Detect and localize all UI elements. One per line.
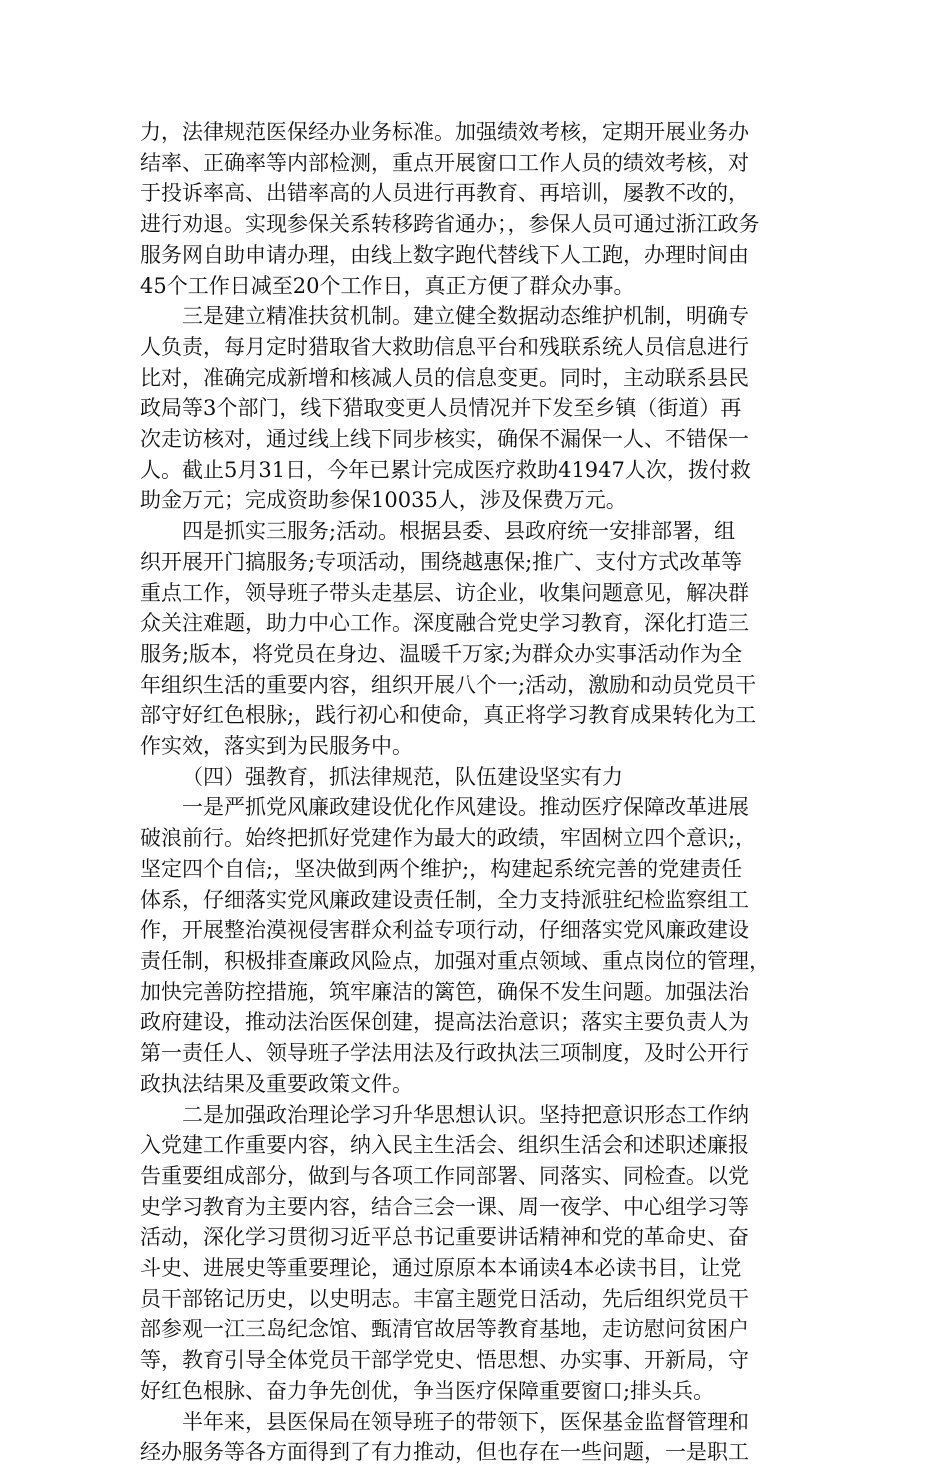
text-line: 告重要组成部分，做到与各项工作同部署、同落实、同检查。以党	[140, 1163, 749, 1188]
text-line: 四是抓实三服务;活动。根据县委、县政府统一安排部署，组	[182, 519, 736, 544]
text-line: 二是加强政治理论学习升华思想认识。坚持把意识形态工作纳	[182, 1102, 749, 1127]
text-line: 部守好红色根脉;，践行初心和使命，真正将学习教育成果转化为工	[140, 703, 757, 728]
text-line: 政局等3个部门，线下猎取变更人员情况并下发至乡镇（街道）再	[140, 396, 742, 421]
text-line: 服务网自助申请办理，由线上数字跑代替线下人工跑，办理时间由	[140, 242, 749, 267]
text-line: 年组织生活的重要内容，组织开展八个一;活动，激励和动员党员干	[140, 672, 757, 697]
text-line: 进行劝退。实现参保关系转移跨省通办；，参保人员可通过浙江政务	[140, 212, 760, 237]
text-line: 比对，准确完成新增和核减人员的信息变更。同时，主动联系县民	[140, 365, 749, 390]
paragraph-party-conduct	[140, 792, 812, 1099]
text-line: 重点工作，领导班子带头走基层、访企业，收集问题意见，解决群	[140, 580, 749, 605]
text-line: 活动，深化学习贯彻习近平总书记重要讲话精神和党的革命史、奋	[140, 1225, 749, 1250]
text-line: 入党建工作重要内容，纳入民主生活会、组织生活会和述职述廉报	[140, 1133, 749, 1158]
text-line: 作实效，落实到为民服务中。	[140, 734, 413, 759]
paragraph-half-year-summary	[140, 1407, 812, 1468]
text-line: 于投诉率高、出错率高的人员进行再教育、再培训，屡教不改的，	[140, 181, 749, 206]
text-line: 加快完善防控措施，筑牢廉洁的篱笆，确保不发生问题。加强法治	[140, 979, 749, 1004]
paragraph-political-theory	[140, 1100, 812, 1407]
text-line: 45个工作日减至20个工作日，真正方便了群众办事。	[140, 273, 635, 298]
text-line: 政执法结果及重要政策文件。	[140, 1071, 413, 1096]
section-heading-text: （四）强教育，抓法律规范，队伍建设坚实有力	[182, 764, 623, 789]
text-line: 三是建立精准扶贫机制。建立健全数据动态维护机制，明确专	[182, 304, 749, 329]
text-line: 人负责，每月定时猎取省大救助信息平台和残联系统人员信息进行	[140, 334, 749, 359]
text-line: 好红色根脉、奋力争先创优，争当医疗保障重要窗口;排头兵。	[140, 1378, 715, 1403]
paragraph-three-services	[140, 516, 812, 762]
text-line: 政府建设，推动法治医保创建，提高法治意识；落实主要负责人为	[140, 1010, 749, 1035]
text-line: 半年来，县医保局在领导班子的带领下，医保基金监督管理和	[182, 1409, 749, 1434]
text-line: 经办服务等各方面得到了有力推动，但也存在一些问题，一是职工	[140, 1440, 749, 1465]
text-line: 力，法律规范医保经办业务标准。加强绩效考核，定期开展业务办	[140, 120, 749, 144]
text-line: 作，开展整治漠视侵害群众利益专项行动，仔细落实党风廉政建设	[140, 918, 749, 943]
text-line: 破浪前行。始终把抓好党建作为最大的政绩，牢固树立四个意识;，	[140, 826, 757, 851]
text-line: 坚定四个自信;，坚决做到两个维护;，构建起系统完善的党建责任	[140, 856, 743, 881]
text-line: 员干部铭记历史，以史明志。丰富主题党日活动，先后组织党员干	[140, 1286, 749, 1311]
paragraph-precision-poverty	[140, 301, 812, 516]
document-page	[140, 117, 812, 1468]
text-line: 助金万元；完成资助参保10035人，涉及保费万元。	[140, 488, 627, 513]
text-line: 人。截止5月31日，今年已累计完成医疗救助41947人次，拨付救	[140, 457, 751, 482]
paragraph-continuation	[140, 117, 812, 301]
text-line: 织开展开门搞服务;专项活动，围绕越惠保;推广、支付方式改革等	[140, 549, 743, 574]
text-line: 责任制，积极排查廉政风险点，加强对重点领域、重点岗位的管理，	[140, 948, 770, 973]
text-line: 部参观一江三岛纪念馆、甄清官故居等教育基地，走访慰问贫困户	[140, 1317, 749, 1342]
text-line: 第一责任人、领导班子学法用法及行政执法三项制度，及时公开行	[140, 1041, 749, 1066]
text-line: 服务;版本，将党员在身边、温暖千万家;为群众办实事活动作为全	[140, 641, 743, 666]
text-line: 体系，仔细落实党风廉政建设责任制，全力支持派驻纪检监察组工	[140, 887, 749, 912]
text-line: 斗史、进展史等重要理论，通过原原本本诵读4本必读书目，让党	[140, 1256, 742, 1281]
text-line: 史学习教育为主要内容，结合三会一课、周一夜学、中心组学习等	[140, 1194, 749, 1219]
text-line: 次走访核对，通过线上线下同步核实，确保不漏保一人、不错保一	[140, 427, 749, 452]
text-line: 众关注难题，助力中心工作。深度融合党史学习教育，深化打造三	[140, 611, 749, 636]
text-line: 结率、正确率等内部检测，重点开展窗口工作人员的绩效考核，对	[140, 150, 749, 175]
text-line: 一是严抓党风廉政建设优化作风建设。推动医疗保障改革进展	[182, 795, 749, 820]
section-heading	[140, 762, 812, 793]
text-line: 等，教育引导全体党员干部学党史、悟思想、办实事、开新局，守	[140, 1348, 749, 1373]
